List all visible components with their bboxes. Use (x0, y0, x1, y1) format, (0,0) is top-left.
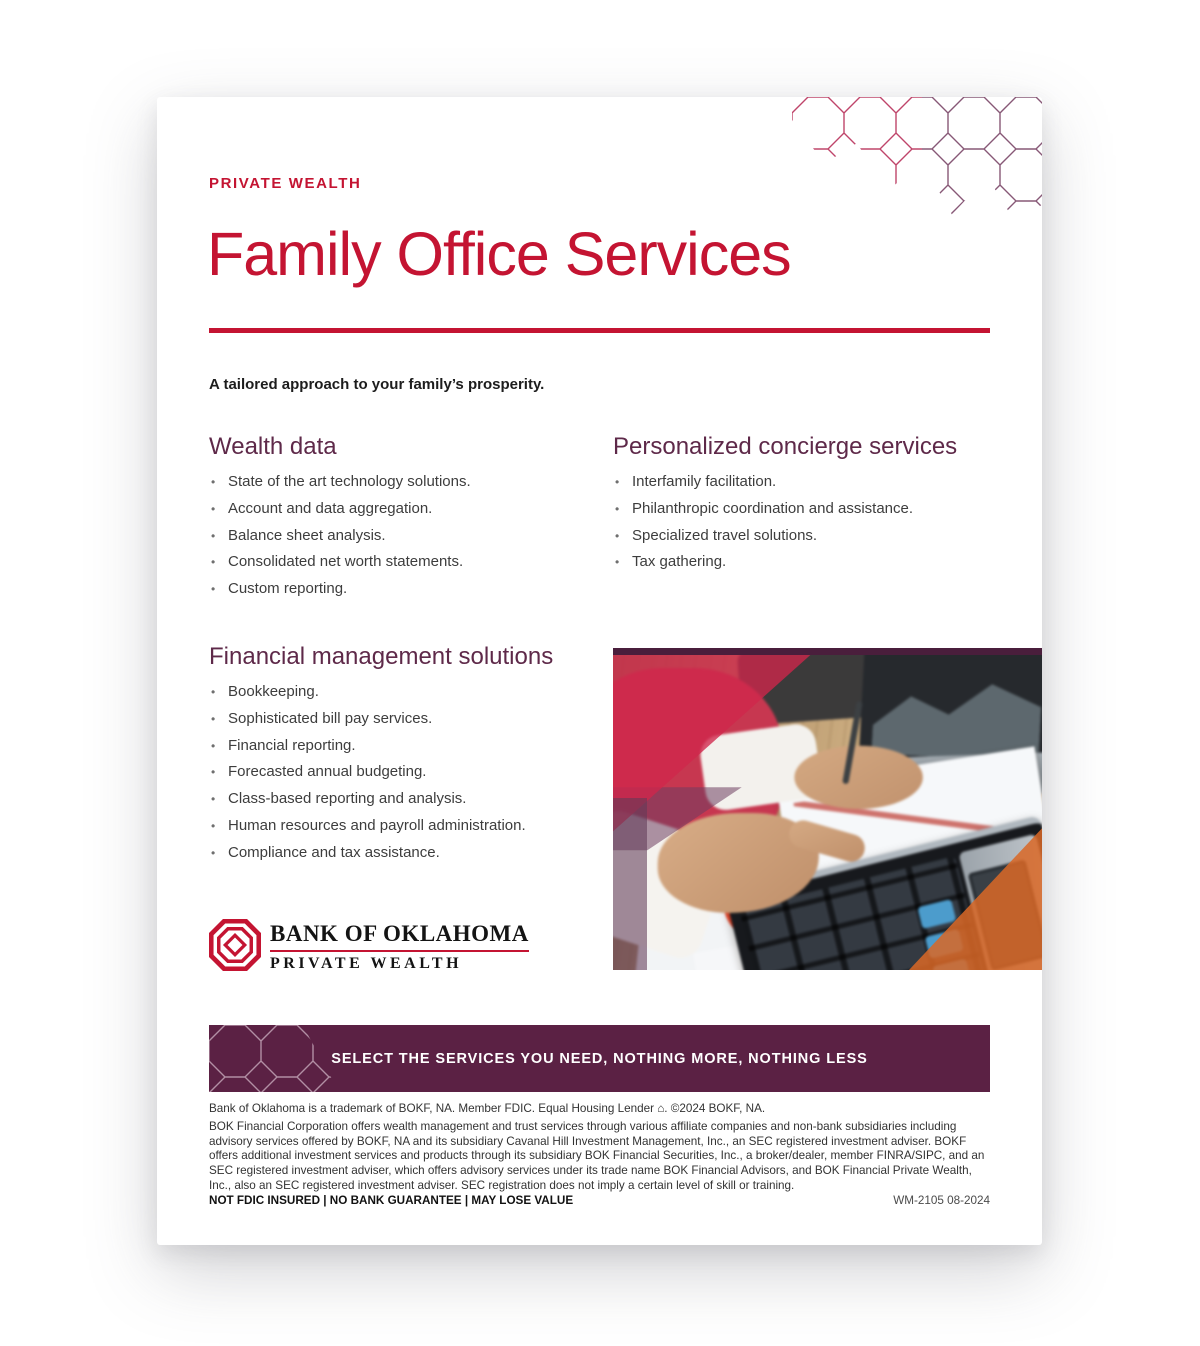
list-item: • Balance sheet analysis. (209, 523, 599, 550)
list-item: • Forecasted annual budgeting. (209, 759, 599, 786)
concierge-list (613, 469, 1003, 576)
list-item: • Philanthropic coordination and assistance. (613, 496, 1003, 523)
wealth-data-list (209, 469, 599, 603)
purple-overlay-band (613, 798, 647, 970)
eyebrow-label: PRIVATE WEALTH (209, 175, 362, 192)
banner-geometric-pattern (209, 1025, 339, 1092)
page-title: Family Office Services (207, 220, 791, 288)
photo-top-strip (613, 648, 1042, 655)
flyer-page (157, 97, 1042, 1245)
list-item: • Consolidated net worth statements. (209, 549, 599, 576)
list-item: • Account and data aggregation. (209, 496, 599, 523)
document-code: WM-2105 08-2024 (893, 1194, 990, 1207)
logo-division: PRIVATE WEALTH (270, 955, 463, 972)
banner-message: SELECT THE SERVICES YOU NEED, NOTHING MORE, NOTHING LESS (331, 1050, 868, 1067)
section-heading-concierge: Personalized concierge services (613, 433, 958, 460)
hand-holding-pen (794, 746, 923, 809)
list-item: • Human resources and payroll administration. (209, 813, 599, 840)
bank-of-oklahoma-logo (209, 919, 529, 973)
logo-text (270, 919, 529, 973)
list-item: • Sophisticated bill pay services. (209, 706, 599, 733)
legal-disclaimer: BOK Financial Corporation offers wealth management and trust services through various affiliate companies and non-bank subsidiaries including advisory services offered by BOKF, NA and its subsidiary Cavanal Hill Investment Management, Inc., an SEC registered investment adviser. BOKF offers additional investment services and products through its subsidiary BOK Financial Securities, Inc., a broker/dealer, member FINRA/SIPC, and an SEC registered investment adviser, which offers advisory services under its trade name BOK Financial Advisors, and BOK Financial Private Wealth, Inc., also an SEC registered investment adviser. SEC registration does not imply a certain level of skill or training. (209, 1120, 985, 1192)
list-item: • State of the art technology solutions. (209, 469, 599, 496)
services-banner (209, 1025, 990, 1092)
footer-bottom-row (209, 1194, 990, 1207)
geometric-corner-pattern (792, 97, 1042, 225)
section-heading-wealth-data: Wealth data (209, 433, 337, 460)
laptop-chart (871, 652, 1042, 762)
list-item: • Bookkeeping. (209, 679, 599, 706)
calculator-photo (613, 648, 1042, 970)
list-item: • Financial reporting. (209, 733, 599, 760)
trademark-line: Bank of Oklahoma is a trademark of BOKF, NA. Member FDIC. Equal Housing Lender ⌂. ©2024 BOKF, NA. (209, 1102, 766, 1115)
logo-bank-name: BANK OF OKLAHOMA (270, 921, 529, 952)
list-item: • Class-based reporting and analysis. (209, 786, 599, 813)
list-item: • Specialized travel solutions. (613, 523, 1003, 550)
list-item: • Custom reporting. (209, 576, 599, 603)
financial-list (209, 679, 599, 867)
title-divider (209, 328, 990, 333)
intro-tagline: A tailored approach to your family’s prosperity. (209, 376, 545, 393)
risk-notice: NOT FDIC INSURED | NO BANK GUARANTEE | MAY LOSE VALUE (209, 1194, 574, 1207)
section-heading-financial: Financial management solutions (209, 643, 554, 670)
list-item: • Compliance and tax assistance. (209, 840, 599, 867)
blue-key (917, 899, 956, 929)
bok-octagon-icon (209, 919, 261, 971)
list-item: • Interfamily facilitation. (613, 469, 1003, 496)
list-item: • Tax gathering. (613, 549, 1003, 576)
